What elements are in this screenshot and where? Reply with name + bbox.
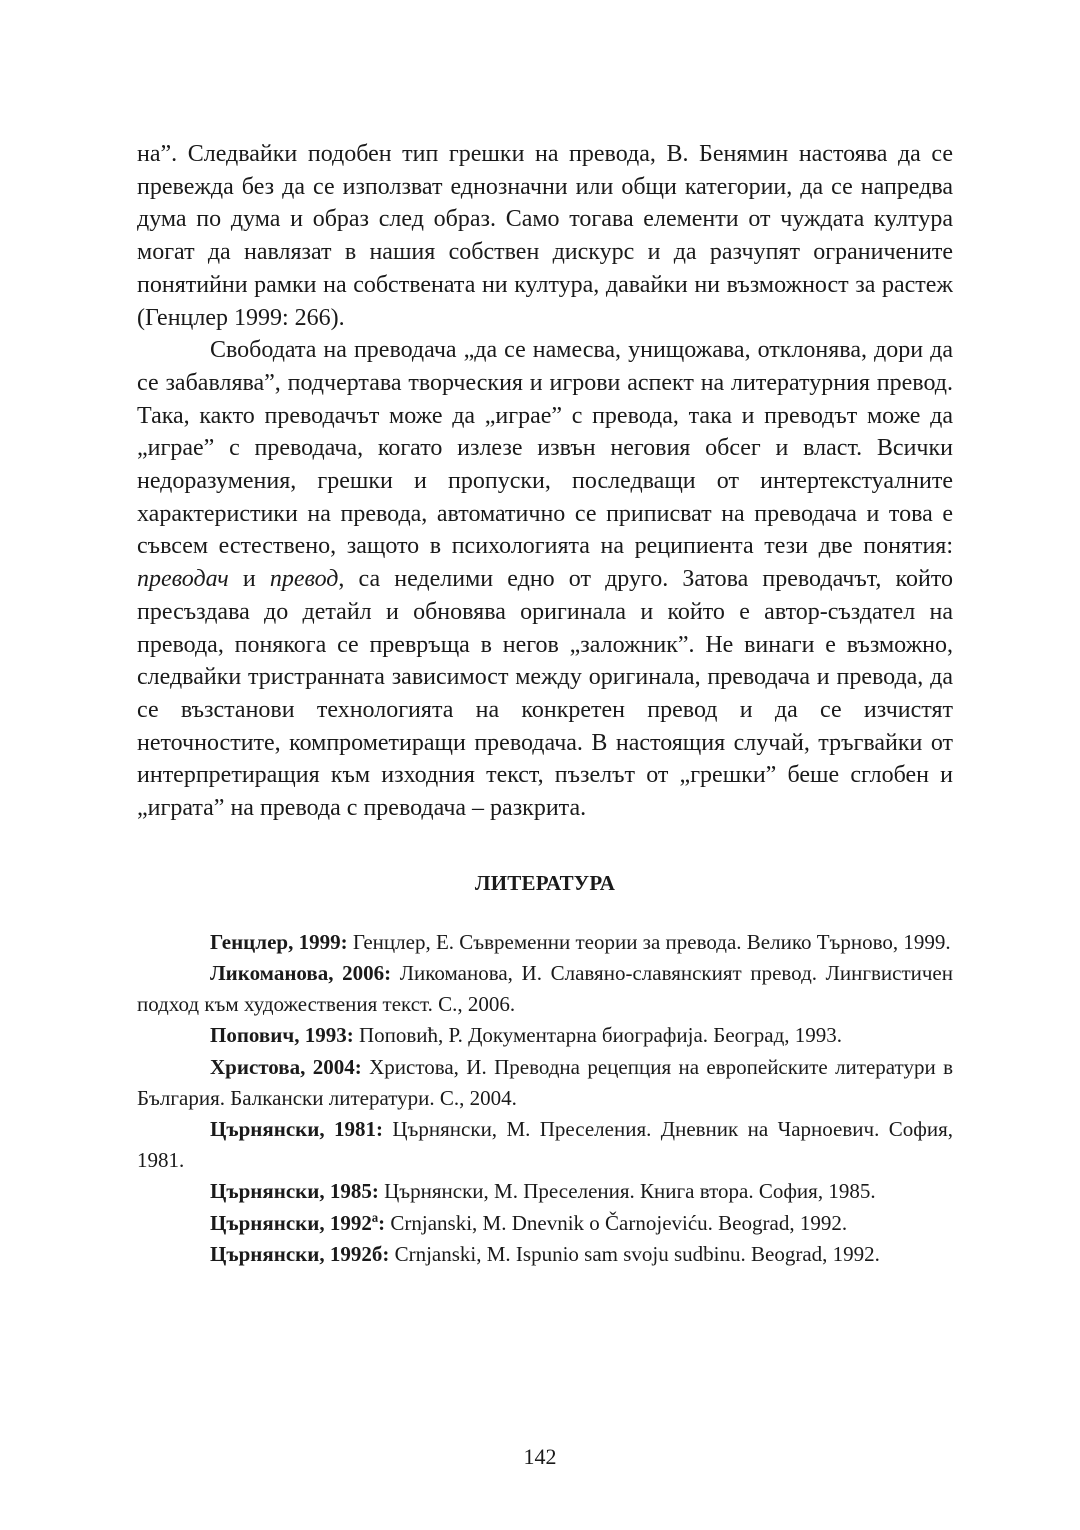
reference-key: Генцлер, 1999: xyxy=(210,929,348,954)
reference-entry xyxy=(137,927,953,958)
references-list xyxy=(137,927,953,1270)
reference-entry xyxy=(137,1176,953,1207)
paragraph-2-part-3: , са неделими едно от друго. Затова преводачът, който пресъздава до детайл и обновява оригинала и който е автор-създател на превода, понякога се превръща в негов „заложник”. Не винаги е възможно, следвайки тристранната зависимост между оригинала, преводача и превода, да се възстанови технологията на конкретен превод и да се изчистят неточностите, компрометиращи преводача. В настоящия случай, тръгвайки от интерпретиращия към изходния текст, пъзелът от „грешки” беше сглобен и „играта” на превода с преводача – разкрита. xyxy=(137,566,954,822)
reference-key: Църнянски, 1981: xyxy=(210,1116,383,1141)
references-heading: ЛИТЕРАТУРА xyxy=(474,870,616,895)
reference-entry xyxy=(137,958,953,1020)
paragraph-2-part-2: и xyxy=(228,566,270,593)
page-number: 142 xyxy=(523,1444,557,1469)
reference-text: Поповић, Р. Документарна биографија. Београд, 1993. xyxy=(353,1023,843,1048)
paragraph-2-part-1: Свободата на преводача „да се намесва, унищожава, отклонява, дори да се забавлява”, подчертава творческия и игрови аспект на литературния превод. Така, както преводачът може да „играе” с превода, така и преводът може да „играе” с преводача, когато излезе извън неговия обсег и власт. Всички недоразумения, грешки и пропуски, последващи от интертекстуалните характеристики на превода, автоматично се приписват на преводача и това е съвсем естествено, защото в психологията на реципиента тези две понятия: xyxy=(137,337,953,560)
body-text xyxy=(137,138,953,825)
page-content xyxy=(137,138,953,1270)
reference-entry xyxy=(137,1239,953,1270)
reference-entry xyxy=(137,1208,953,1239)
reference-entry xyxy=(137,1052,953,1114)
reference-text: Ликоманова, И. Славяно-славянският превод. Лингвистичен подход към художествения текст. С., 2006. xyxy=(137,960,953,1017)
reference-key: Църнянски, 1985: xyxy=(210,1179,379,1204)
reference-key: Църнянски, 1992б: xyxy=(210,1241,390,1266)
term-translation: превод xyxy=(269,566,339,593)
reference-entry xyxy=(137,1020,953,1051)
reference-key: Попович, 1993: xyxy=(210,1023,354,1048)
paragraph-2 xyxy=(137,334,953,825)
reference-text: Crnjanski, M. Ispunio sam svoju sudbinu. Beograd, 1992. xyxy=(389,1241,880,1266)
reference-text: Църнянски, М. Преселения. Дневник на Чарноевич. София, 1981. xyxy=(137,1116,953,1173)
term-translator: преводач xyxy=(137,566,229,593)
reference-key: Ликоманова, 2006: xyxy=(210,960,392,985)
reference-entry xyxy=(137,1114,953,1176)
reference-text: Генцлер, Е. Съвременни теории за превода. Велико Търново, 1999. xyxy=(347,929,951,954)
reference-text: Христова, И. Преводна рецепция на европейските литератури в България. Балкански литератури. С., 2004. xyxy=(137,1054,953,1110)
paragraph-1: на”. Следвайки подобен тип грешки на превода, В. Бенямин настоява да се превежда без да се използват еднозначни или общи категории, да се напредва дума по дума и образ след образ. Само тогава елементи от чуждата култура могат да навлязат в нашия собствен дискурс и да разчупят ограничените понятийни рамки на собствената ни култура, давайки ни възможност за растеж (Генцлер 1999: 266). xyxy=(137,141,953,331)
reference-key: Църнянски, 1992ª: xyxy=(210,1210,386,1235)
reference-text: Църнянски, М. Преселения. Книга втора. София, 1985. xyxy=(378,1179,876,1204)
reference-text: Crnjanski, M. Dnevnik o Čarnojeviću. Beograd, 1992. xyxy=(385,1210,848,1235)
reference-key: Христова, 2004: xyxy=(210,1054,362,1079)
